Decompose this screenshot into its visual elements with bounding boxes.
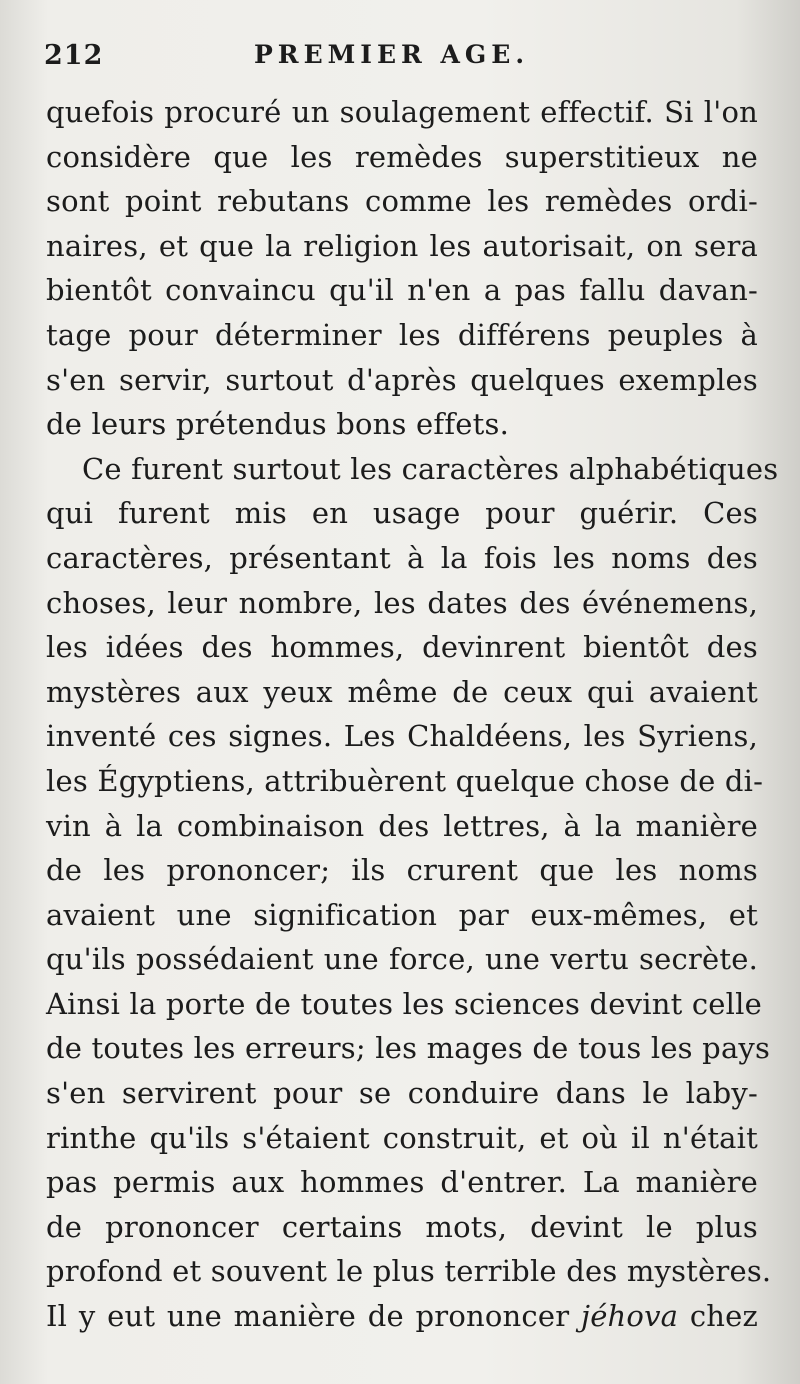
paragraph-start-line: Ce furent surtout les caractères alphabétiques xyxy=(82,451,779,486)
text-line: profond et souvent le plus terrible des mystères. xyxy=(46,1254,772,1289)
text-line: vin à la combinaison des lettres, à la manière xyxy=(46,808,758,843)
text-line: les idées des hommes, devinrent bientôt des xyxy=(46,630,758,665)
page-header xyxy=(44,36,748,80)
text-line: Ainsi la porte de toutes les sciences devint celle xyxy=(46,986,762,1021)
text-line: de prononcer certains mots, devint le plus xyxy=(46,1209,758,1244)
text-line: avaient une signification par eux-mêmes, et xyxy=(46,897,758,932)
final-line-start: Il y eut une manière de prononcer xyxy=(46,1299,570,1334)
text-line: s'en servir, surtout d'après quelques exemples xyxy=(46,362,758,397)
text-line: mystères aux yeux même de ceux qui avaient xyxy=(46,674,758,709)
text-line: qu'ils possédaient une force, une vertu secrète. xyxy=(46,942,758,977)
text-line: choses, leur nombre, les dates des événemens, xyxy=(46,585,758,620)
text-line: naires, et que la religion les autorisait, on sera xyxy=(46,228,758,263)
text-line: de les prononcer; ils crurent que les noms xyxy=(46,853,758,888)
text-line: quefois procuré un soulagement effectif. Si l'on xyxy=(46,95,758,129)
page-number: 212 xyxy=(44,40,104,71)
text-line: rinthe qu'ils s'étaient construit, et où il n'était xyxy=(46,1120,758,1155)
italic-word: jéhova xyxy=(581,1299,679,1334)
running-head: PREMIER AGE. xyxy=(254,40,530,69)
text-line: tage pour déterminer les différens peuples à xyxy=(46,317,758,352)
text-line: s'en servirent pour se conduire dans le laby- xyxy=(46,1076,758,1111)
final-text-line xyxy=(46,1294,758,1339)
body-text xyxy=(46,90,779,1339)
final-line-end: chez xyxy=(678,1299,759,1334)
text-line: inventé ces signes. Les Chaldéens, les Syriens, xyxy=(46,719,758,754)
text-line: considère que les remèdes superstitieux ne xyxy=(46,139,758,174)
text-line: sont point rebutans comme les remèdes ordi- xyxy=(46,184,758,219)
text-line: caractères, présentant à la fois les noms des xyxy=(46,540,758,575)
text-line: bientôt convaincu qu'il n'en a pas fallu davan- xyxy=(46,273,758,308)
text-line: les Égyptiens, attribuèrent quelque chose de di- xyxy=(46,763,764,798)
paragraph-end-line: de leurs prétendus bons effets. xyxy=(46,407,509,442)
text-line: de toutes les erreurs; les mages de tous les pays xyxy=(46,1031,771,1066)
text-line: pas permis aux hommes d'entrer. La manière xyxy=(46,1165,758,1200)
text-line: qui furent mis en usage pour guérir. Ces xyxy=(46,496,758,531)
